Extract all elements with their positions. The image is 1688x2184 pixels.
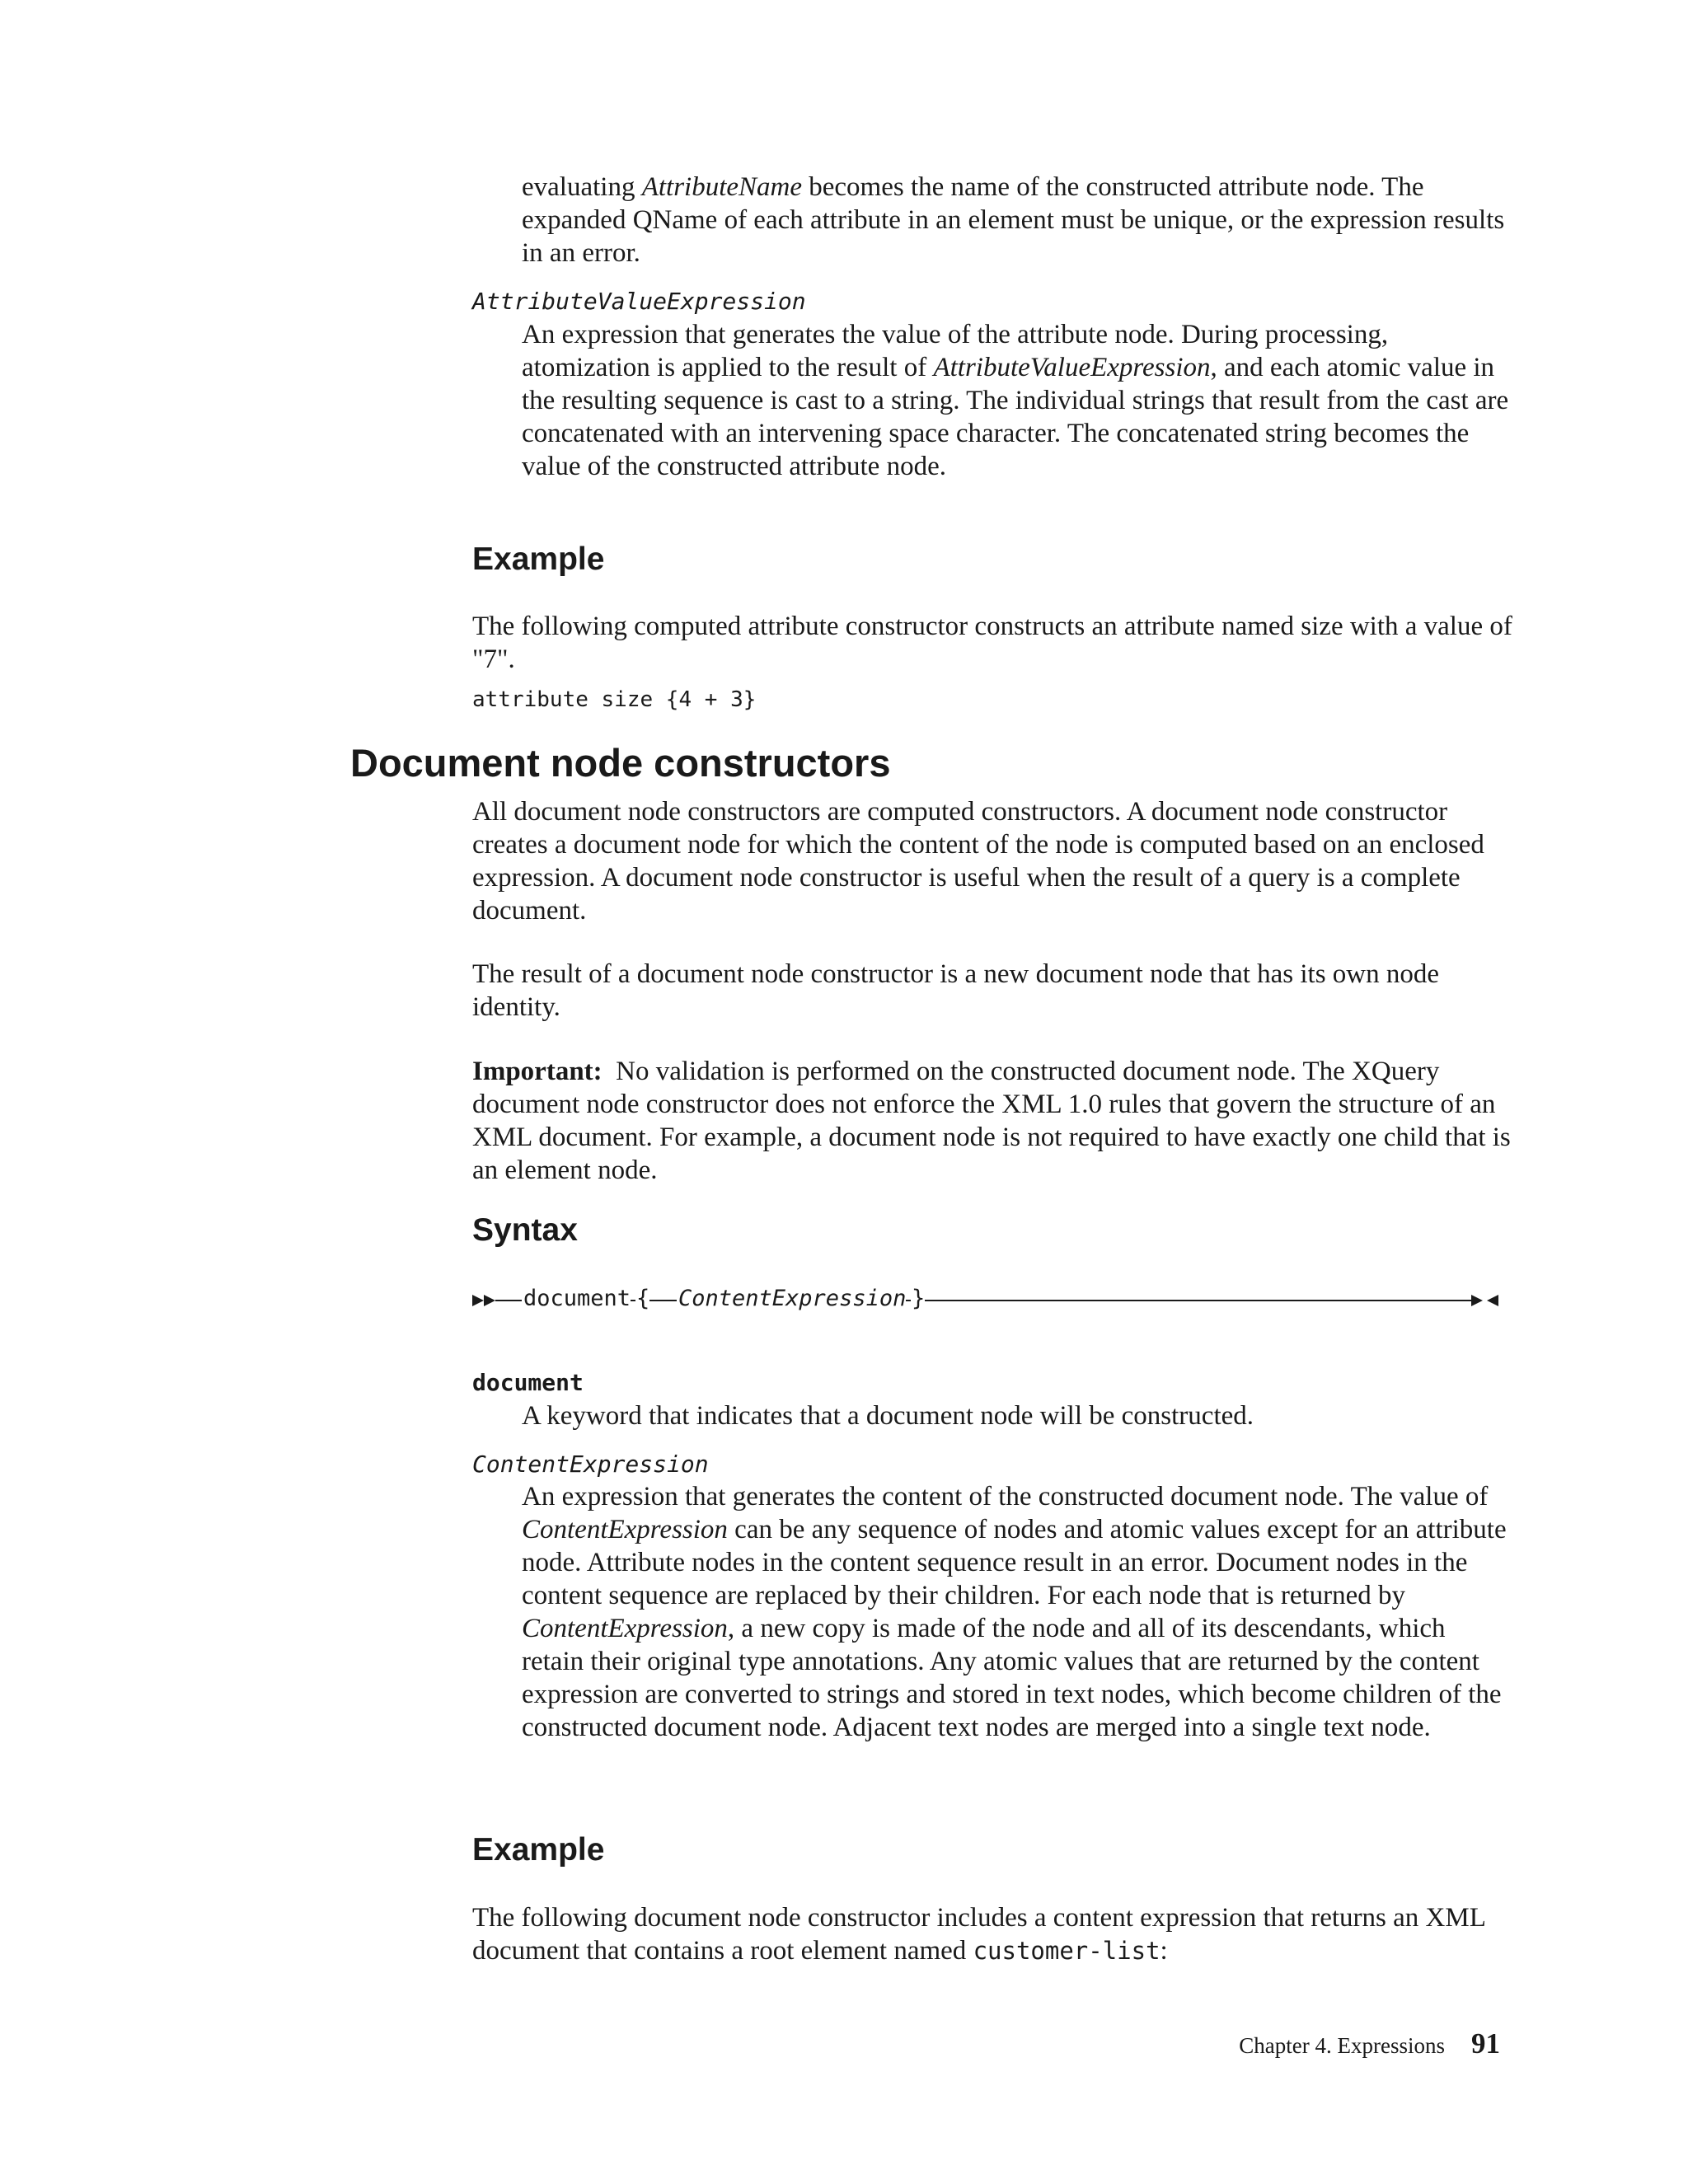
content-expression-definition: An expression that generates the content of the constructed document node. The value of ContentExpression can be any sequence of nodes and atomic values except for an attribute node. Attribute nodes in the content sequence result in an error. Document nodes in the content sequence are replaced by their children. For each node that is returned by ContentExpression, a new copy is made of the node and all of its descendants, which retain their original type annotations. Any atomic values that are returned by the content expression are converted to strings and stored in text nodes, which become children of the constructed document node. Adjacent text nodes are merged into a single text node. <box>522 1482 1507 1742</box>
example-2-heading: Example <box>472 1832 605 1868</box>
important-label: Important: <box>472 1057 603 1086</box>
example-paragraph: The following computed attribute constructor constructs an attribute named size with a value of "7". <box>472 612 1512 674</box>
page-number: 91 <box>1471 2027 1500 2060</box>
continuation-paragraph: evaluating AttributeName becomes the name of the constructed attribute node. The expanded QName of each attribute in an element must be unique, or the expression results in an error. <box>522 172 1505 268</box>
attribute-value-expression-term: AttributeValueExpression <box>472 288 806 315</box>
section-paragraph-1: All document node constructors are computed constructors. A document node constructor creates a document node for which the content of the node is computed based on an enclosed expression. A document node constructor is useful when the result of a query is a complete document. <box>472 797 1484 926</box>
content-expression-term: ContentExpression <box>472 1451 709 1478</box>
syntax-content-expression: ContentExpression <box>678 1286 907 1311</box>
example-code: attribute size {4 + 3} <box>472 687 757 712</box>
footer-chapter: Chapter 4. Expressions <box>1239 2033 1445 2058</box>
example-heading: Example <box>472 541 605 577</box>
page-footer <box>989 2027 1500 2060</box>
attribute-value-expression-definition: An expression that generates the value of the attribute node. During processing, atomization is applied to the result of AttributeValueExpression, and each atomic value in the resulting sequence is cast to a string. The individual strings that result from the cast are concatenated with an intervening space character. The concatenated string becomes the value of the constructed attribute node. <box>522 320 1509 481</box>
attribute-name-term-ref: AttributeName <box>641 172 803 202</box>
example-2-paragraph: The following document node constructor includes a content expression that returns an XML document that contains a root element named customer-list: <box>472 1903 1485 1966</box>
end-bar-arrow-icon <box>1487 1295 1498 1306</box>
start-arrow-icon <box>484 1295 495 1306</box>
section-paragraph-2: The result of a document node constructor is a new document node that has its own node identity. <box>472 959 1440 1022</box>
start-arrow-icon <box>472 1295 484 1306</box>
syntax-heading: Syntax <box>472 1212 578 1248</box>
syntax-close-brace: } <box>912 1286 926 1311</box>
section-title: Document node constructors <box>350 741 891 785</box>
document-term: document <box>472 1369 584 1396</box>
syntax-keyword-document: document <box>523 1286 631 1311</box>
customer-list-code: customer-list <box>973 1937 1160 1965</box>
end-arrow-icon <box>1471 1295 1483 1306</box>
syntax-open-brace: { <box>636 1286 650 1311</box>
syntax-diagram <box>472 1284 1498 1317</box>
important-note: Important: No validation is performed on the constructed document node. The XQuery document node constructor does not enforce the XML 1.0 rules that govern the structure of an XML document. For example, a document node is not required to have exactly one child that is an element node. <box>472 1057 1511 1185</box>
document-definition: A keyword that indicates that a document node will be constructed. <box>522 1401 1254 1431</box>
